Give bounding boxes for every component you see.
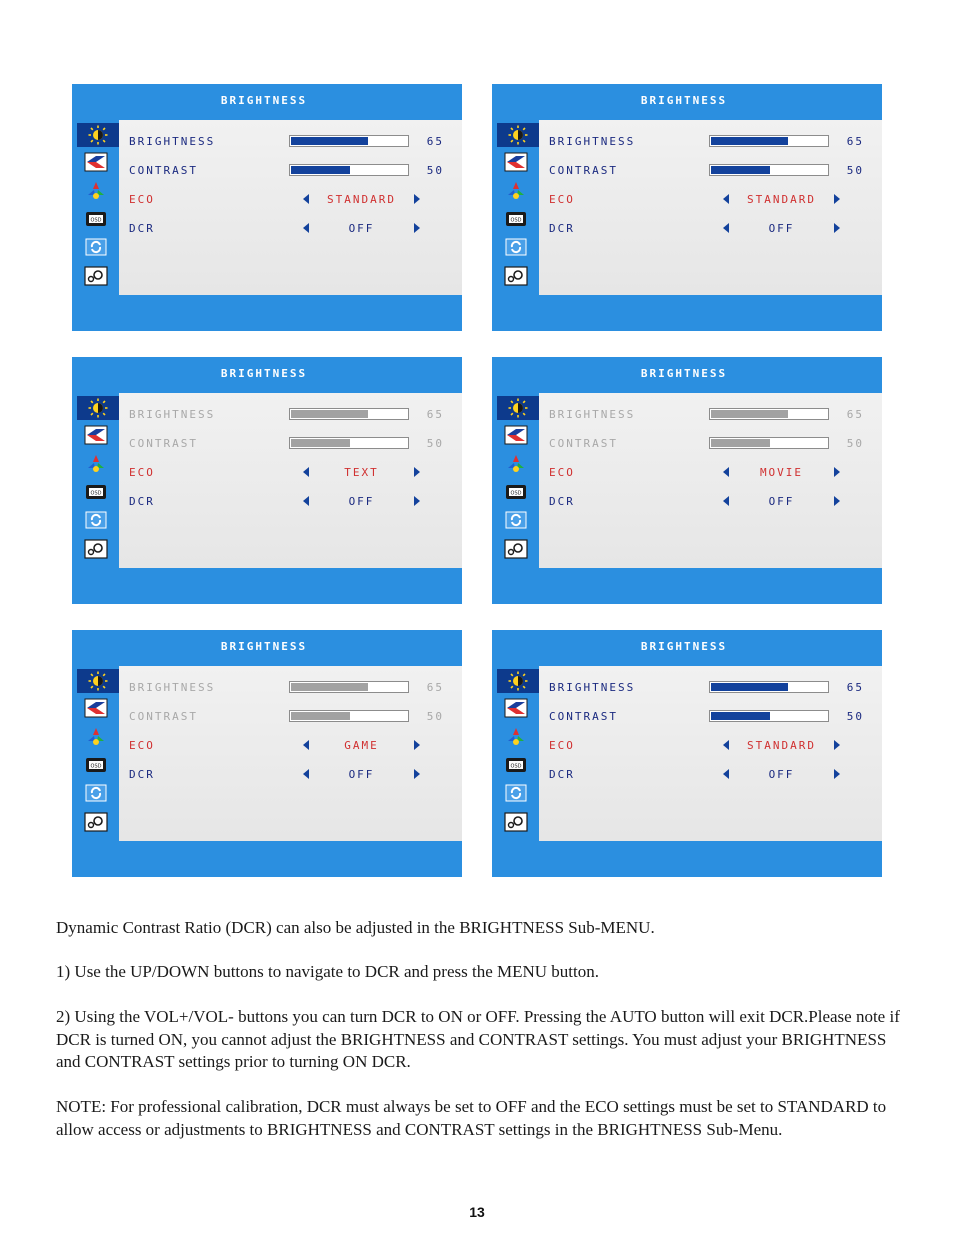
- osd-setup-icon[interactable]: [81, 207, 111, 231]
- dcr-right-arrow-icon[interactable]: [412, 222, 422, 234]
- dcr-left-arrow-icon[interactable]: [721, 495, 731, 507]
- svg-text:OSD: OSD: [90, 490, 102, 497]
- brightness-row[interactable]: [129, 132, 452, 150]
- contrast-value: 50: [846, 436, 864, 450]
- eco-label: ECO: [549, 465, 575, 479]
- brightness-label: BRIGHTNESS: [129, 407, 216, 421]
- contrast-bar[interactable]: [709, 437, 829, 449]
- osd-menu-screenshot-2: [492, 84, 882, 331]
- dcr-row[interactable]: [129, 492, 452, 510]
- eco-right-arrow-icon[interactable]: [412, 739, 422, 751]
- color-icon[interactable]: [501, 725, 531, 749]
- contrast-row[interactable]: [549, 707, 872, 725]
- brightness-row[interactable]: [549, 405, 872, 423]
- brightness-value: 65: [426, 407, 444, 421]
- dcr-row[interactable]: [549, 492, 872, 510]
- misc-icon[interactable]: [501, 264, 531, 288]
- eco-row[interactable]: [549, 190, 872, 208]
- osd-title: BRIGHTNESS: [220, 93, 308, 107]
- eco-right-arrow-icon[interactable]: [832, 739, 842, 751]
- dcr-row[interactable]: [129, 765, 452, 783]
- dcr-row[interactable]: [549, 219, 872, 237]
- reset-icon[interactable]: [501, 235, 531, 259]
- eco-left-arrow-icon[interactable]: [301, 739, 311, 751]
- osd-menu-screenshot-6: [492, 630, 882, 877]
- contrast-value: 50: [846, 709, 864, 723]
- page-number: 13: [469, 1204, 485, 1220]
- contrast-label: CONTRAST: [129, 163, 198, 177]
- dcr-value: OFF: [348, 767, 375, 781]
- svg-text:OSD: OSD: [510, 490, 522, 497]
- brightness-bar[interactable]: [289, 681, 409, 693]
- eco-value: GAME: [344, 738, 379, 752]
- brightness-bar[interactable]: [709, 681, 829, 693]
- image-adjust-icon[interactable]: [81, 696, 111, 720]
- eco-label: ECO: [549, 738, 575, 752]
- eco-left-arrow-icon[interactable]: [721, 193, 731, 205]
- dcr-right-arrow-icon[interactable]: [832, 768, 842, 780]
- brightness-icon[interactable]: [77, 669, 119, 693]
- dcr-label: DCR: [129, 494, 155, 508]
- eco-value: STANDARD: [327, 192, 396, 206]
- eco-label: ECO: [129, 465, 155, 479]
- dcr-left-arrow-icon[interactable]: [301, 222, 311, 234]
- osd-icon-column: [497, 393, 539, 568]
- eco-right-arrow-icon[interactable]: [412, 466, 422, 478]
- osd-title: BRIGHTNESS: [640, 639, 728, 653]
- svg-text:OSD: OSD: [510, 763, 522, 770]
- eco-value: STANDARD: [747, 192, 816, 206]
- image-adjust-icon[interactable]: [501, 423, 531, 447]
- dcr-row[interactable]: [129, 219, 452, 237]
- osd-menu-screenshot-4: [492, 357, 882, 604]
- brightness-label: BRIGHTNESS: [129, 134, 216, 148]
- svg-text:OSD: OSD: [90, 763, 102, 770]
- osd-title: BRIGHTNESS: [220, 366, 308, 380]
- dcr-label: DCR: [129, 767, 155, 781]
- dcr-label: DCR: [549, 767, 575, 781]
- note-paragraph: NOTE: For professional calibration, DCR must always be set to OFF and the ECO settings must be set to STANDARD to allow access or adjustments to BRIGHTNESS and CONTRAST settings in the BRIGHTNESS Sub-Menu.: [56, 1097, 887, 1139]
- dcr-row[interactable]: [549, 765, 872, 783]
- osd-settings-panel: [119, 666, 462, 841]
- osd-setup-icon[interactable]: [501, 480, 531, 504]
- osd-title: BRIGHTNESS: [220, 639, 308, 653]
- step-1-paragraph: 1) Use the UP/DOWN buttons to navigate to DCR and press the MENU button.: [56, 962, 599, 981]
- osd-settings-panel: [539, 120, 882, 295]
- dcr-right-arrow-icon[interactable]: [412, 495, 422, 507]
- eco-row[interactable]: [129, 463, 452, 481]
- image-adjust-icon[interactable]: [501, 150, 531, 174]
- osd-setup-icon[interactable]: [501, 207, 531, 231]
- eco-row[interactable]: [129, 190, 452, 208]
- dcr-left-arrow-icon[interactable]: [721, 222, 731, 234]
- color-icon[interactable]: [501, 452, 531, 476]
- brightness-icon[interactable]: [497, 669, 539, 693]
- osd-settings-panel: [539, 393, 882, 568]
- osd-setup-icon[interactable]: [501, 753, 531, 777]
- dcr-value: OFF: [768, 494, 795, 508]
- dcr-label: DCR: [549, 494, 575, 508]
- contrast-row[interactable]: [549, 434, 872, 452]
- brightness-row[interactable]: [549, 132, 872, 150]
- osd-title: BRIGHTNESS: [640, 93, 728, 107]
- eco-row[interactable]: [549, 463, 872, 481]
- osd-menu-screenshot-5: [72, 630, 462, 877]
- brightness-bar[interactable]: [709, 135, 829, 147]
- contrast-label: CONTRAST: [129, 436, 198, 450]
- brightness-value: 65: [846, 134, 864, 148]
- osd-menu-screenshot-1: [72, 84, 462, 331]
- eco-row[interactable]: [129, 736, 452, 754]
- dcr-left-arrow-icon[interactable]: [721, 768, 731, 780]
- color-icon[interactable]: [501, 179, 531, 203]
- dcr-right-arrow-icon[interactable]: [412, 768, 422, 780]
- osd-icon-column: [497, 120, 539, 295]
- brightness-value: 65: [846, 407, 864, 421]
- contrast-bar[interactable]: [289, 164, 409, 176]
- misc-icon[interactable]: [81, 537, 111, 561]
- brightness-icon[interactable]: [497, 396, 539, 420]
- eco-row[interactable]: [549, 736, 872, 754]
- dcr-value: OFF: [348, 221, 375, 235]
- eco-label: ECO: [129, 192, 155, 206]
- contrast-value: 50: [426, 436, 444, 450]
- misc-icon[interactable]: [501, 537, 531, 561]
- reset-icon[interactable]: [81, 235, 111, 259]
- brightness-bar[interactable]: [289, 135, 409, 147]
- brightness-label: BRIGHTNESS: [549, 407, 636, 421]
- image-adjust-icon[interactable]: [81, 150, 111, 174]
- brightness-row[interactable]: [129, 405, 452, 423]
- osd-icon-column: [77, 393, 119, 568]
- eco-left-arrow-icon[interactable]: [301, 466, 311, 478]
- contrast-label: CONTRAST: [549, 436, 618, 450]
- eco-value: TEXT: [344, 465, 379, 479]
- eco-right-arrow-icon[interactable]: [412, 193, 422, 205]
- osd-icon-column: [77, 120, 119, 295]
- reset-icon[interactable]: [501, 781, 531, 805]
- contrast-value: 50: [426, 709, 444, 723]
- contrast-label: CONTRAST: [549, 163, 618, 177]
- eco-right-arrow-icon[interactable]: [832, 193, 842, 205]
- brightness-row[interactable]: [129, 678, 452, 696]
- dcr-left-arrow-icon[interactable]: [301, 768, 311, 780]
- contrast-row[interactable]: [549, 161, 872, 179]
- svg-text:OSD: OSD: [90, 217, 102, 224]
- contrast-bar[interactable]: [709, 710, 829, 722]
- color-icon[interactable]: [81, 452, 111, 476]
- reset-icon[interactable]: [501, 508, 531, 532]
- svg-text:OSD: OSD: [510, 217, 522, 224]
- brightness-label: BRIGHTNESS: [549, 680, 636, 694]
- dcr-right-arrow-icon[interactable]: [832, 495, 842, 507]
- dcr-label: DCR: [129, 221, 155, 235]
- brightness-row[interactable]: [549, 678, 872, 696]
- brightness-icon[interactable]: [497, 123, 539, 147]
- dcr-value: OFF: [348, 494, 375, 508]
- brightness-value: 65: [426, 134, 444, 148]
- brightness-icon[interactable]: [77, 123, 119, 147]
- color-icon[interactable]: [81, 179, 111, 203]
- osd-icon-column: [497, 666, 539, 841]
- eco-value: MOVIE: [759, 465, 804, 479]
- osd-icon-column: [77, 666, 119, 841]
- contrast-value: 50: [846, 163, 864, 177]
- osd-menu-screenshot-3: [72, 357, 462, 604]
- contrast-label: CONTRAST: [129, 709, 198, 723]
- eco-label: ECO: [129, 738, 155, 752]
- eco-value: STANDARD: [747, 738, 816, 752]
- osd-settings-panel: [119, 393, 462, 568]
- reset-icon[interactable]: [81, 508, 111, 532]
- osd-setup-icon[interactable]: [81, 480, 111, 504]
- dcr-right-arrow-icon[interactable]: [832, 222, 842, 234]
- contrast-row[interactable]: [129, 707, 452, 725]
- osd-setup-icon[interactable]: [81, 753, 111, 777]
- dcr-left-arrow-icon[interactable]: [301, 495, 311, 507]
- misc-icon[interactable]: [81, 264, 111, 288]
- contrast-bar[interactable]: [709, 164, 829, 176]
- brightness-label: BRIGHTNESS: [549, 134, 636, 148]
- eco-label: ECO: [549, 192, 575, 206]
- brightness-bar[interactable]: [289, 408, 409, 420]
- contrast-row[interactable]: [129, 161, 452, 179]
- step-2-paragraph: 2) Using the VOL+/VOL- buttons you can turn DCR to ON or OFF. Pressing the AUTO button will exit DCR.Please note if DCR is turned ON, you cannot adjust the BRIGHTNESS and CONTRAST settings. You must adjust your BRIGHTNESS and CONTRAST settings prior to turning ON DCR.: [56, 1007, 900, 1071]
- osd-title: BRIGHTNESS: [640, 366, 728, 380]
- brightness-value: 65: [846, 680, 864, 694]
- brightness-bar[interactable]: [709, 408, 829, 420]
- dcr-value: OFF: [768, 221, 795, 235]
- osd-settings-panel: [119, 120, 462, 295]
- eco-left-arrow-icon[interactable]: [301, 193, 311, 205]
- eco-left-arrow-icon[interactable]: [721, 739, 731, 751]
- osd-settings-panel: [539, 666, 882, 841]
- brightness-icon[interactable]: [77, 396, 119, 420]
- dcr-value: OFF: [768, 767, 795, 781]
- brightness-value: 65: [426, 680, 444, 694]
- contrast-label: CONTRAST: [549, 709, 618, 723]
- misc-icon[interactable]: [501, 810, 531, 834]
- contrast-row[interactable]: [129, 434, 452, 452]
- intro-paragraph: Dynamic Contrast Ratio (DCR) can also be adjusted in the BRIGHTNESS Sub-MENU.: [56, 918, 655, 937]
- dcr-label: DCR: [549, 221, 575, 235]
- image-adjust-icon[interactable]: [81, 423, 111, 447]
- image-adjust-icon[interactable]: [501, 696, 531, 720]
- eco-right-arrow-icon[interactable]: [832, 466, 842, 478]
- eco-left-arrow-icon[interactable]: [721, 466, 731, 478]
- color-icon[interactable]: [81, 725, 111, 749]
- contrast-bar[interactable]: [289, 710, 409, 722]
- brightness-label: BRIGHTNESS: [129, 680, 216, 694]
- contrast-bar[interactable]: [289, 437, 409, 449]
- reset-icon[interactable]: [81, 781, 111, 805]
- contrast-value: 50: [426, 163, 444, 177]
- misc-icon[interactable]: [81, 810, 111, 834]
